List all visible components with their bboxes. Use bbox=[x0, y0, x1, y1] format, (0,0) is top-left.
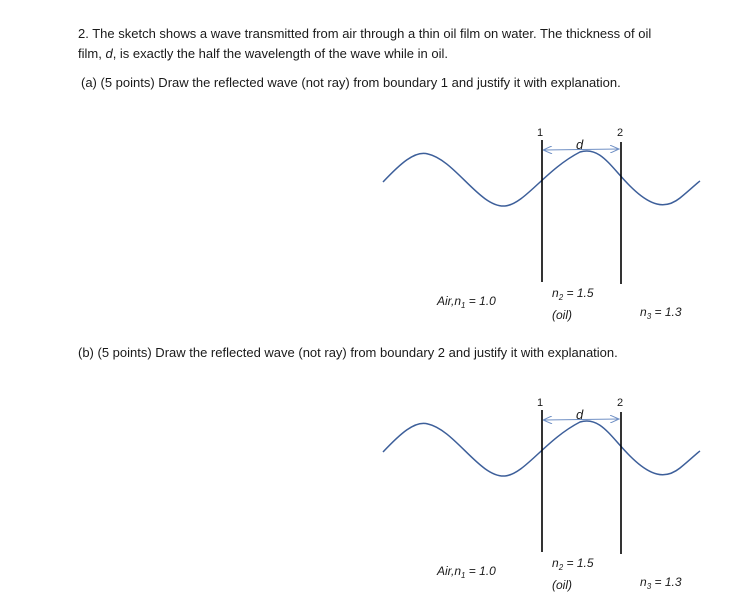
wave-diagram-a bbox=[0, 120, 736, 320]
question-text-line-2 bbox=[78, 44, 708, 64]
boundary-2-number: 2 bbox=[617, 127, 624, 139]
part-b-prompt: (b) (5 points) Draw the reflected wave (not ray) from boundary 2 and justify it with explanation. bbox=[78, 345, 618, 360]
question-text-line-1: 2. The sketch shows a wave transmitted from air through a thin oil film on water. The thickness of oil bbox=[78, 26, 652, 41]
wave-figure-b bbox=[0, 390, 736, 590]
water-index-label: $n_3 = 1.3$ bbox=[640, 305, 682, 321]
water-index-label: $n_3 = 1.3$ bbox=[640, 575, 682, 591]
wave-diagram-b bbox=[0, 390, 736, 590]
air-index-label: $Air,n_1 = 1.0$ bbox=[437, 294, 496, 310]
thickness-label: d bbox=[576, 407, 584, 422]
wave-figure-a bbox=[0, 120, 736, 320]
oil-medium-label: (oil) bbox=[552, 578, 572, 592]
boundary-1-number: 1 bbox=[537, 127, 544, 139]
thickness-variable: d bbox=[105, 46, 113, 61]
oil-index-label: $n_2 = 1.5$ bbox=[552, 286, 594, 302]
oil-medium-label: (oil) bbox=[552, 308, 572, 322]
boundary-2-number: 2 bbox=[617, 397, 624, 409]
oil-index-label: $n_2 = 1.5$ bbox=[552, 556, 594, 572]
question-line2-end: , is exactly the half the wavelength of the wave while in oil. bbox=[112, 46, 448, 61]
question-line2-start: film, bbox=[78, 46, 106, 61]
air-index-label: $Air,n_1 = 1.0$ bbox=[437, 564, 496, 580]
thickness-label: d bbox=[576, 137, 584, 152]
part-a-prompt: (a) (5 points) Draw the reflected wave (not ray) from boundary 1 and justify it with explanation. bbox=[81, 75, 621, 90]
boundary-1-number: 1 bbox=[537, 397, 544, 409]
